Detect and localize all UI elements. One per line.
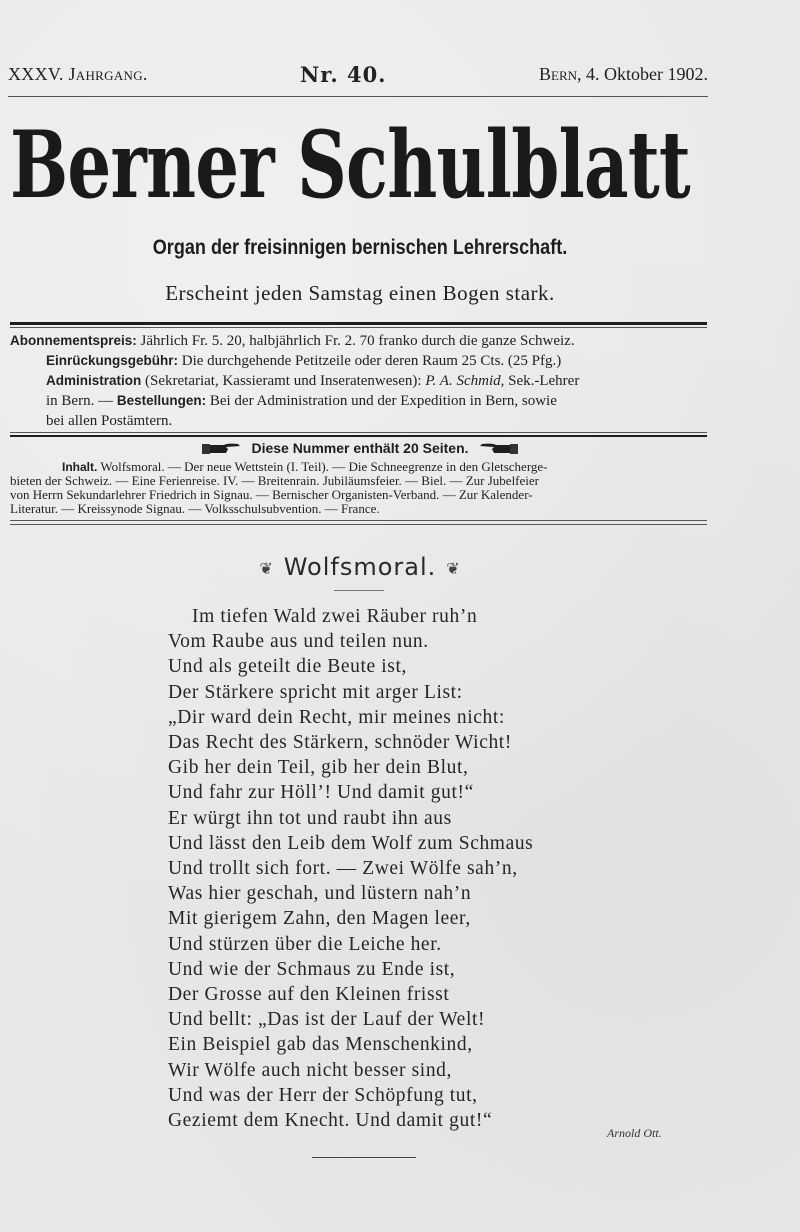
poem-verse-line: Und lässt den Leib dem Wolf zum Schmaus xyxy=(168,832,534,854)
place: Bern, xyxy=(539,64,582,84)
poem-verse-line: Und als geteilt die Beute ist, xyxy=(168,656,407,678)
newspaper-tagline: Erscheint jeden Samstag einen Bogen stark. xyxy=(165,281,555,305)
poem-verse-line: Er würgt ihn tot und raubt ihn aus xyxy=(168,807,452,829)
administration-label: Administration xyxy=(46,373,142,388)
poem-verse-line: Wir Wölfe auch nicht besser sind, xyxy=(168,1059,452,1081)
end-of-article-rule xyxy=(312,1157,416,1158)
floral-ornament-right-icon: ❦ xyxy=(446,558,461,578)
info-bottom-rule-thick xyxy=(10,435,707,437)
poem-verse-line: Das Recht des Stärkern, schnöder Wicht! xyxy=(168,732,512,754)
contents-line: von Herrn Sekundarlehrer Friedrich in Signau. — Bernischer Organisten-Verband. — Zur Kalender- xyxy=(10,487,533,502)
volume-word: Jahrgang. xyxy=(68,64,148,84)
poem-verse-line: Und trollt sich fort. — Zwei Wölfe sah’n, xyxy=(168,858,518,880)
date: 4. Oktober 1902. xyxy=(586,64,708,84)
poem-verse-line: Mit gierigem Zahn, den Magen leer, xyxy=(168,908,471,930)
contents-text: Wolfsmoral. — Der neue Wettstein (I. Teil). — Die Schneegrenze in den Gletscherge- xyxy=(97,459,548,474)
bestellungen-prefix: in Bern. — xyxy=(46,393,117,409)
einrueckung-label: Einrückungsgebühr: xyxy=(46,353,179,368)
masthead-info-line xyxy=(8,64,708,90)
poem-verse-line: Der Grosse auf den Kleinen frisst xyxy=(168,984,450,1006)
info-top-rule-thick xyxy=(10,322,707,325)
contents-rule-top xyxy=(10,520,707,521)
article-title xyxy=(0,553,720,581)
poem-verse-line: Und was der Herr der Schöpfung tut, xyxy=(168,1084,478,1106)
contents-line xyxy=(10,460,710,474)
poem-verse-line: Gib her dein Teil, gib her dein Blut, xyxy=(168,757,469,779)
administration-text: (Sekretariat, Kassieramt und Inseratenwesen): xyxy=(141,373,426,389)
poem-verse-line: Und wie der Schmaus zu Ende ist, xyxy=(168,958,456,980)
pointing-hand-right-icon xyxy=(202,442,242,456)
poem-verse-line: Der Stärkere spricht mit arger List: xyxy=(168,681,463,703)
info-line-abonnement xyxy=(10,331,710,351)
notice-text: Diese Nummer enthält 20 Seiten. xyxy=(251,440,469,456)
info-line-postaemter: bei allen Postämtern. xyxy=(46,413,173,429)
issue-number: Nr. 40. xyxy=(300,62,387,87)
table-of-contents xyxy=(10,460,710,516)
contents-line: bieten der Schweiz. — Eine Ferienreise. IV. — Breitenrain. Jubiläumsfeier. — Biel. — Zur Jubelfeier xyxy=(10,473,539,488)
poem-verse-line: Und stürzen über die Leiche her. xyxy=(168,933,442,955)
info-line-einrueckung xyxy=(10,351,710,371)
contents-label: Inhalt. xyxy=(62,460,98,474)
poem-verse-line: „Dir ward dein Recht, mir meines nicht: xyxy=(168,706,505,728)
poem-verse-line: Geziemt dem Knecht. Und damit gut!“ xyxy=(168,1110,493,1132)
bestellungen-text: Bei der Administration und der Expedition in Bern, sowie xyxy=(206,393,557,409)
contents-line: Literatur. — Kreissynode Signau. — Volksschulsubvention. — France. xyxy=(10,501,380,516)
info-line-administration xyxy=(10,371,710,391)
newspaper-title: Berner Schulblatt xyxy=(10,110,690,219)
poem-verse-line: Was hier geschah, und lüstern nah’n xyxy=(168,883,472,905)
info-bottom-rule-thin xyxy=(10,432,707,433)
newspaper-subtitle: Organ der freisinnigen bernischen Lehrerschaft. xyxy=(152,236,568,259)
poem-verse-line: Ein Beispiel gab das Menschenkind, xyxy=(168,1034,473,1056)
poem-verse-line: Und fahr zur Höll’! Und damit gut!“ xyxy=(168,782,474,804)
administration-name: P. A. Schmid xyxy=(425,373,501,389)
floral-ornament-left-icon: ❦ xyxy=(259,558,274,578)
article-title-text: Wolfsmoral. xyxy=(283,553,437,581)
einrueckung-text: Die durchgehende Petitzeile oder deren Raum 25 Cts. (25 Pfg.) xyxy=(178,353,562,369)
subscription-info xyxy=(10,331,710,431)
poem-verse-line: Vom Raube aus und teilen nun. xyxy=(168,631,429,653)
info-line-bestellungen xyxy=(10,391,710,411)
abonnement-text: Jährlich Fr. 5. 20, halbjährlich Fr. 2. 70 franko durch die ganze Schweiz. xyxy=(136,333,575,349)
poem-author: Arnold Ott. xyxy=(607,1126,662,1140)
poem-verse-line: Und bellt: „Das ist der Lauf der Welt! xyxy=(168,1009,486,1031)
volume-numeral: XXXV. xyxy=(8,64,64,84)
contents-rule-bottom xyxy=(10,524,707,525)
abonnement-label: Abonnementspreis: xyxy=(10,333,137,348)
administration-role: , Sek.-Lehrer xyxy=(500,373,580,389)
page-count-notice xyxy=(0,440,720,456)
title-underline-rule xyxy=(334,590,384,591)
bestellungen-label: Bestellungen: xyxy=(116,393,207,408)
info-top-rule-thin xyxy=(10,327,707,328)
place-date xyxy=(539,64,708,85)
pointing-hand-left-icon xyxy=(478,442,518,456)
volume-label xyxy=(8,64,148,85)
masthead-rule xyxy=(8,96,708,97)
poem-verse-line: Im tiefen Wald zwei Räuber ruh’n xyxy=(192,606,478,627)
poem-body xyxy=(168,604,688,1133)
